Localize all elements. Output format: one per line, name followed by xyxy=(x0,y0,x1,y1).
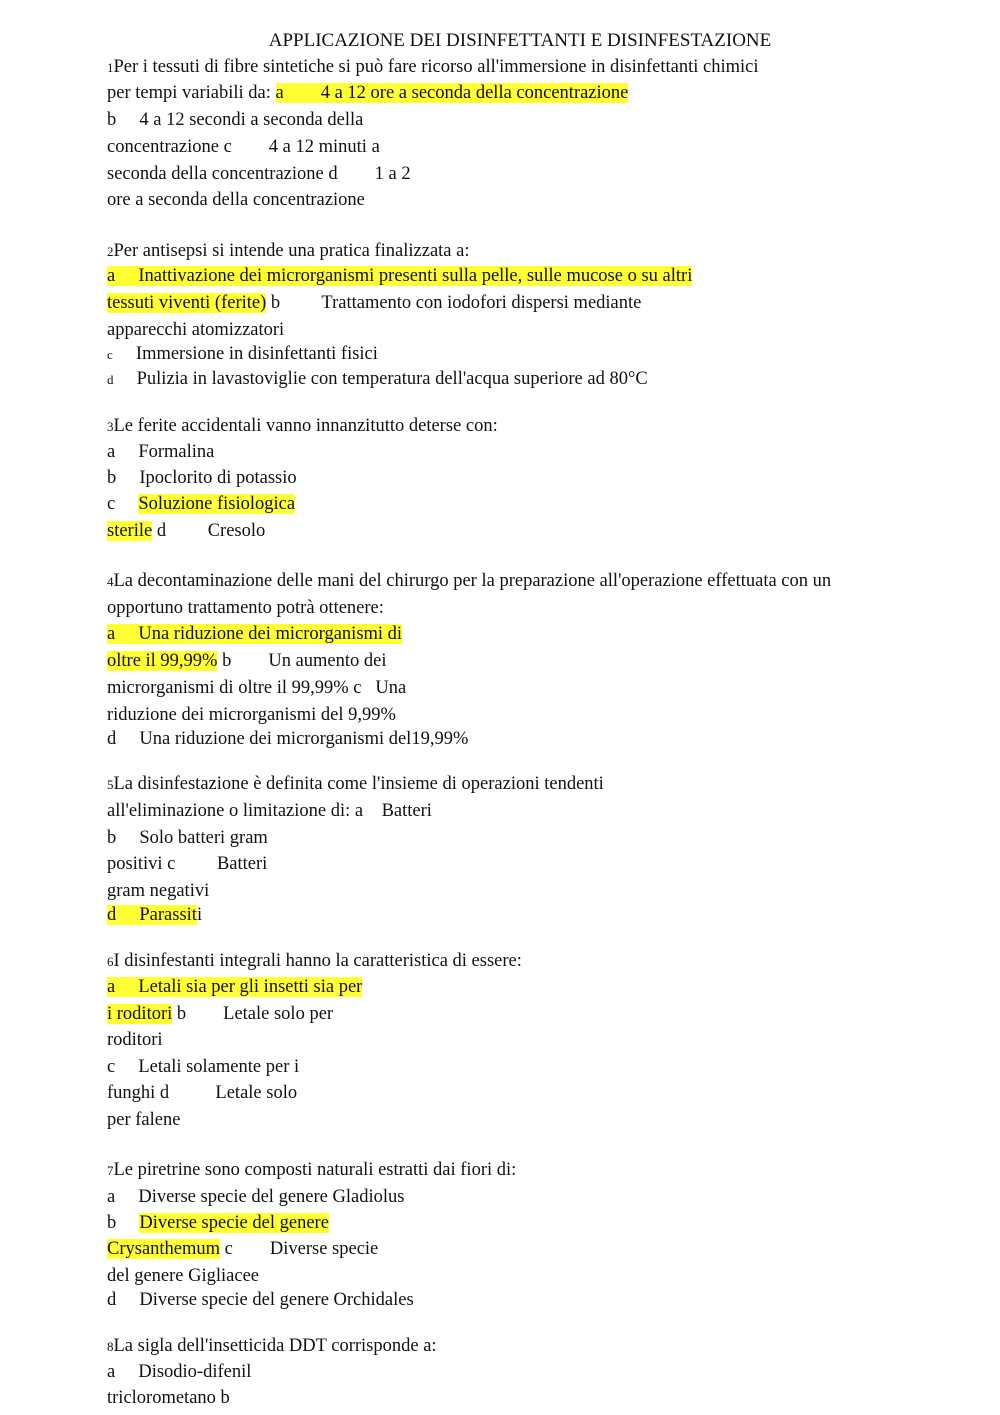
page-title: APPLICAZIONE DEI DISINFETTANTI E DISINFESTAZIONE xyxy=(268,30,772,51)
correct-answer-highlight: a 4 a 12 ore a seconda della concentrazione xyxy=(275,83,629,103)
correct-answer-highlight: tessuti viventi (ferite) xyxy=(107,293,267,313)
question-1-line: concentrazione c 4 a 12 minuti a xyxy=(107,137,380,157)
question-1-number: 1 xyxy=(107,60,114,75)
question-5-line: b Solo batteri gram xyxy=(107,828,268,848)
question-5-line: all'eliminazione o limitazione di: a Batteri xyxy=(107,801,432,821)
question-6-line xyxy=(107,975,362,999)
question-7-line: b Diverse specie del genere xyxy=(107,1213,329,1233)
question-8-number: 8 xyxy=(107,1339,114,1354)
question-4-number: 4 xyxy=(107,574,114,589)
question-6-line: funghi d Letale solo xyxy=(107,1083,298,1103)
correct-answer-highlight: a Letali sia per gli insetti sia per xyxy=(107,977,363,997)
question-4-line: riduzione dei microrganismi del 9,99% xyxy=(107,705,396,725)
question-4-line: oltre il 99,99% b Un aumento dei xyxy=(107,651,387,671)
question-4-line: opportuno trattamento potrà ottenere: xyxy=(107,598,384,618)
question-7-line: del genere Gigliacee xyxy=(107,1266,260,1286)
correct-answer-highlight: Soluzione fisiologica xyxy=(138,494,296,514)
question-8-text: 8La sigla dell'insetticida DDT corrisponde a: xyxy=(107,1336,437,1356)
question-5-line: gram negativi xyxy=(107,881,210,901)
question-4-line xyxy=(107,622,402,646)
question-6-line: per falene xyxy=(107,1110,181,1130)
question-4-text: 4La decontaminazione delle mani del chirurgo per la preparazione all'operazione effettuata con un xyxy=(107,571,832,591)
question-3-number: 3 xyxy=(107,419,114,434)
question-2-line: c Immersione in disinfettanti fisici xyxy=(107,344,378,364)
question-3-line: c Soluzione fisiologica xyxy=(107,494,296,514)
correct-answer-highlight: Diverse specie del genere xyxy=(139,1213,329,1233)
correct-answer-highlight: i roditori xyxy=(107,1004,173,1024)
correct-answer-highlight: a Una riduzione dei microrganismi di xyxy=(107,624,403,644)
question-2-line: tessuti viventi (ferite) b Trattamento con iodofori dispersi mediante xyxy=(107,293,642,313)
question-7-line: Crysanthemum c Diverse specie xyxy=(107,1239,379,1259)
question-1-line: ore a seconda della concentrazione xyxy=(107,190,365,210)
question-7-line: d Diverse specie del genere Orchidales xyxy=(107,1290,414,1310)
question-4-line: d Una riduzione dei microrganismi del19,99% xyxy=(107,729,469,749)
question-2-number: 2 xyxy=(107,244,114,259)
question-2-line: apparecchi atomizzatori xyxy=(107,320,285,340)
correct-answer-highlight: Crysanthemum xyxy=(107,1239,221,1259)
question-7-number: 7 xyxy=(107,1163,114,1178)
question-4-line: microrganismi di oltre il 99,99% c Una xyxy=(107,678,407,698)
question-5-line: positivi c Batteri xyxy=(107,854,268,874)
question-6-line: i roditori b Letale solo per xyxy=(107,1004,334,1024)
question-1-line: b 4 a 12 secondi a seconda della xyxy=(107,110,364,130)
question-3-line: sterile d Cresolo xyxy=(107,521,266,541)
question-5-line: d Parassiti xyxy=(107,905,203,925)
question-6-number: 6 xyxy=(107,954,114,969)
question-2-line: d Pulizia in lavastoviglie con temperatura dell'acqua superiore ad 80°C xyxy=(107,369,648,389)
correct-answer-highlight: a Inattivazione dei microrganismi presenti sulla pelle, sulle mucose o su altri xyxy=(107,266,693,286)
question-1-line: per tempi variabili da: a 4 a 12 ore a seconda della concentrazione xyxy=(107,83,629,103)
question-7-text: 7Le piretrine sono composti naturali estratti dai fiori di: xyxy=(107,1160,517,1180)
question-8-line: triclorometano b xyxy=(107,1388,230,1408)
question-5-number: 5 xyxy=(107,777,114,792)
question-1-line: seconda della concentrazione d 1 a 2 xyxy=(107,164,411,184)
question-3-line: b Ipoclorito di potassio xyxy=(107,468,297,488)
question-7-line: a Diverse specie del genere Gladiolus xyxy=(107,1187,405,1207)
question-3-line: a Formalina xyxy=(107,442,215,462)
correct-answer-highlight: d Parassit xyxy=(107,905,197,925)
question-6-text: 6I disinfestanti integrali hanno la caratteristica di essere: xyxy=(107,951,522,971)
question-1-text: 1Per i tessuti di fibre sintetiche si può fare ricorso all'immersione in disinfettanti chimici xyxy=(107,57,759,77)
correct-answer-highlight: oltre il 99,99% xyxy=(107,651,218,671)
question-3-text: 3Le ferite accidentali vanno innanzitutto deterse con: xyxy=(107,416,498,436)
question-8-line: a Disodio-difenil xyxy=(107,1362,252,1382)
question-2-text: 2Per antisepsi si intende una pratica finalizzata a: xyxy=(107,241,470,261)
question-6-line: c Letali solamente per i xyxy=(107,1057,300,1077)
question-2-line xyxy=(107,264,692,288)
question-5-text: 5La disinfestazione è definita come l'insieme di operazioni tendenti xyxy=(107,774,604,794)
question-6-line: roditori xyxy=(107,1030,163,1050)
correct-answer-highlight: sterile xyxy=(107,521,153,541)
